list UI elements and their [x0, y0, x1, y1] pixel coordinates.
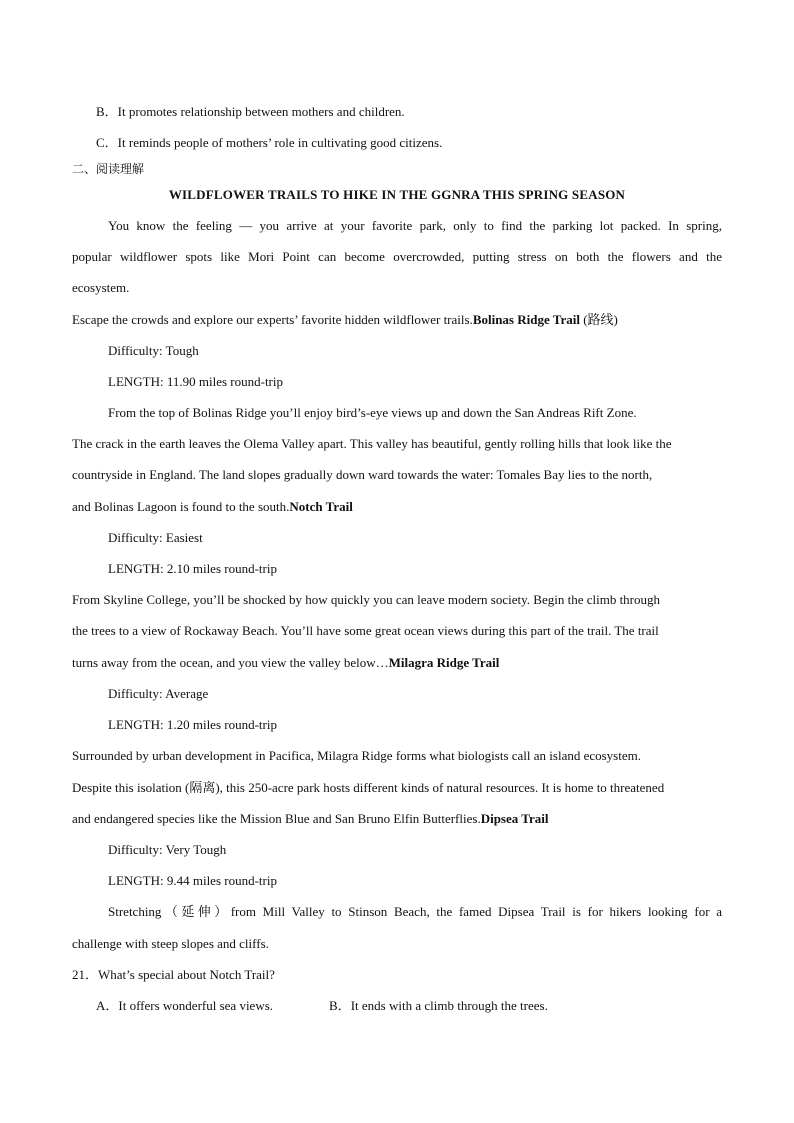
milagra-length: LENGTH: 1.20 miles round-trip [108, 717, 277, 732]
trail-name-bolinas: Bolinas Ridge Trail [472, 312, 580, 327]
milagra-desc-3 [72, 810, 548, 828]
option-b-previous: B．It promotes relationship between mothers and children. [96, 104, 405, 119]
milagra-desc-2: Despite this isolation (隔离), this 250-acre park hosts different kinds of natural resources. It is home to threatened [72, 780, 665, 795]
dipsea-desc-1: Stretching（延伸）from Mill Valley to Stinson Beach, the famed Dipsea Trail is for hikers looking for a [108, 904, 722, 919]
bolinas-length: LENGTH: 11.90 miles round-trip [108, 374, 283, 389]
option-b: B．It ends with a climb through the trees. [329, 998, 548, 1013]
bolinas-desc-3: countryside in England. The land slopes gradually down ward towards the water: Tomales Bay lies to the north, [72, 467, 653, 482]
section-heading: 二、阅读理解 [72, 162, 145, 176]
trail-name-milagra: Milagra Ridge Trail [388, 655, 500, 670]
milagra-difficulty: Difficulty: Average [108, 686, 209, 701]
notch-desc-3-text: turns away from the ocean, and you view the valley below… [72, 655, 389, 670]
question-options [96, 997, 548, 1015]
notch-difficulty: Difficulty: Easiest [108, 530, 203, 545]
dipsea-difficulty: Difficulty: Very Tough [108, 842, 227, 857]
notch-length: LENGTH: 2.10 miles round-trip [108, 561, 277, 576]
intro-line-4 [72, 311, 618, 329]
notch-desc-1: From Skyline College, you’ll be shocked by how quickly you can leave modern society. Begin the climb through [72, 592, 661, 607]
bolinas-difficulty: Difficulty: Tough [108, 343, 199, 358]
bolinas-desc-4 [72, 498, 353, 516]
milagra-desc-3-text: and endangered species like the Mission Blue and San Bruno Elfin Butterflies. [72, 811, 481, 826]
bolinas-desc-2: The crack in the earth leaves the Olema Valley apart. This valley has beautiful, gently rolling hills that look like the [72, 436, 672, 451]
notch-desc-3 [72, 654, 499, 672]
dipsea-length: LENGTH: 9.44 miles round-trip [108, 873, 277, 888]
milagra-desc-1: Surrounded by urban development in Pacifica, Milagra Ridge forms what biologists call an island ecosystem. [72, 748, 641, 763]
option-a: A．It offers wonderful sea views. [96, 998, 274, 1013]
article-title: WILDFLOWER TRAILS TO HIKE IN THE GGNRA THIS SPRING SEASON [168, 187, 626, 202]
intro-line-1: You know the feeling — you arrive at your favorite park, only to find the parking lot packed. In spring, [108, 218, 722, 233]
trail-name-notch: Notch Trail [289, 499, 353, 514]
trail-name-dipsea: Dipsea Trail [480, 811, 549, 826]
intro-line-3: ecosystem. [72, 280, 130, 295]
intro-line-2: popular wildflower spots like Mori Point can become overcrowded, putting stress on both the flowers and the [72, 249, 722, 264]
question-stem: 21．What’s special about Notch Trail? [72, 967, 275, 982]
notch-desc-2: the trees to a view of Rockaway Beach. You’ll have some great ocean views during this part of the trail. The trail [72, 623, 659, 638]
bolinas-desc-4-text: and Bolinas Lagoon is found to the south. [72, 499, 290, 514]
dipsea-desc-2: challenge with steep slopes and cliffs. [72, 936, 269, 951]
option-c-previous: C．It reminds people of mothers’ role in cultivating good citizens. [96, 135, 443, 150]
bolinas-desc-1: From the top of Bolinas Ridge you’ll enjoy bird’s-eye views up and down the San Andreas Rift Zone. [108, 405, 637, 420]
intro-escape-text: Escape the crowds and explore our experts’ favorite hidden wildflower trails. [72, 312, 473, 327]
trail-name-note: (路线) [579, 312, 618, 327]
